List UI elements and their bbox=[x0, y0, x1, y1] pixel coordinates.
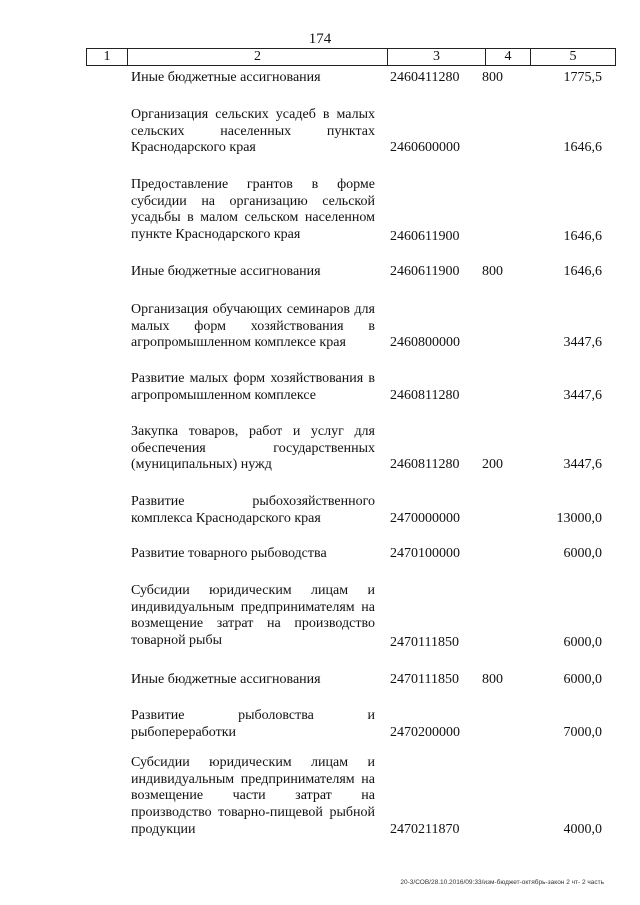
row-code: 2470211870 bbox=[390, 822, 460, 837]
row-code: 2470111850 bbox=[390, 635, 459, 650]
row-code: 2470000000 bbox=[390, 511, 460, 526]
row-code: 2460811280 bbox=[390, 388, 460, 403]
row-name: Иные бюджетные ассигнования bbox=[131, 70, 321, 85]
row-type: 800 bbox=[482, 672, 503, 687]
row-name: Иные бюджетные ассигнования bbox=[131, 264, 321, 279]
row-amount: 1646,6 bbox=[563, 229, 602, 244]
row-name: Развитие рыбохозяйственного комплекса Краснодарского края bbox=[131, 494, 375, 526]
row-amount: 3447,6 bbox=[563, 457, 602, 472]
table-header bbox=[86, 48, 616, 66]
row-type: 800 bbox=[482, 264, 503, 279]
header-col-1: 1 bbox=[87, 49, 128, 65]
page-number: 174 bbox=[308, 31, 332, 47]
row-amount: 1646,6 bbox=[563, 264, 602, 279]
row-code: 2470100000 bbox=[390, 546, 460, 561]
row-name: Субсидии юридическим лицам и индивидуальным предпринимателям на возмещение части затрат на производство товарно-пищевой рыбной продукции bbox=[131, 755, 375, 837]
row-name: Предоставление грантов в форме субсидии на организацию сельской усадьбы в малом сельском населенном пункте Краснодарского края bbox=[131, 177, 375, 243]
row-type: 800 bbox=[482, 70, 503, 85]
row-code: 2460611900 bbox=[390, 264, 460, 279]
header-col-3: 3 bbox=[388, 49, 486, 65]
row-type: 200 bbox=[482, 457, 503, 472]
row-amount: 1775,5 bbox=[563, 70, 602, 85]
row-code: 2470200000 bbox=[390, 725, 460, 740]
row-name: Организация сельских усадеб в малых сельских населенных пунктах Краснодарского края bbox=[131, 107, 375, 156]
header-col-5: 5 bbox=[569, 49, 577, 64]
row-name: Развитие малых форм хозяйствования в агропромышленном комплексе bbox=[131, 371, 375, 403]
row-code: 2460611900 bbox=[390, 229, 460, 244]
row-amount: 4000,0 bbox=[563, 822, 602, 837]
row-code: 2470111850 bbox=[390, 672, 459, 687]
header-col-2: 2 bbox=[128, 49, 388, 65]
row-name: Развитие рыболовства и рыбопереработки bbox=[131, 708, 375, 740]
row-name: Развитие товарного рыбоводства bbox=[131, 546, 327, 561]
footer-file-stamp: 20-3/СОВ/28.10.2016/09:33/изм-бюджет-октябрь-закон 2 чт- 2 часть bbox=[400, 879, 604, 886]
row-name: Субсидии юридическим лицам и индивидуальным предпринимателям на возмещение затрат на производство товарной рыбы bbox=[131, 583, 375, 649]
header-col-4: 4 bbox=[486, 49, 531, 65]
row-name: Организация обучающих семинаров для малых форм хозяйствования в агропромышленном комплексе края bbox=[131, 302, 375, 351]
row-code: 2460811280 bbox=[390, 457, 460, 472]
row-amount: 3447,6 bbox=[563, 335, 602, 350]
row-amount: 1646,6 bbox=[563, 140, 602, 155]
row-amount: 6000,0 bbox=[563, 635, 602, 650]
row-name: Закупка товаров, работ и услуг для обеспечения государственных (муниципальных) нужд bbox=[131, 424, 375, 473]
row-amount: 7000,0 bbox=[563, 725, 602, 740]
row-amount: 13000,0 bbox=[556, 511, 602, 526]
row-amount: 6000,0 bbox=[563, 672, 602, 687]
row-amount: 3447,6 bbox=[563, 388, 602, 403]
row-code: 2460411280 bbox=[390, 70, 460, 85]
row-code: 2460800000 bbox=[390, 335, 460, 350]
row-code: 2460600000 bbox=[390, 140, 460, 155]
row-amount: 6000,0 bbox=[563, 546, 602, 561]
row-name: Иные бюджетные ассигнования bbox=[131, 672, 321, 687]
